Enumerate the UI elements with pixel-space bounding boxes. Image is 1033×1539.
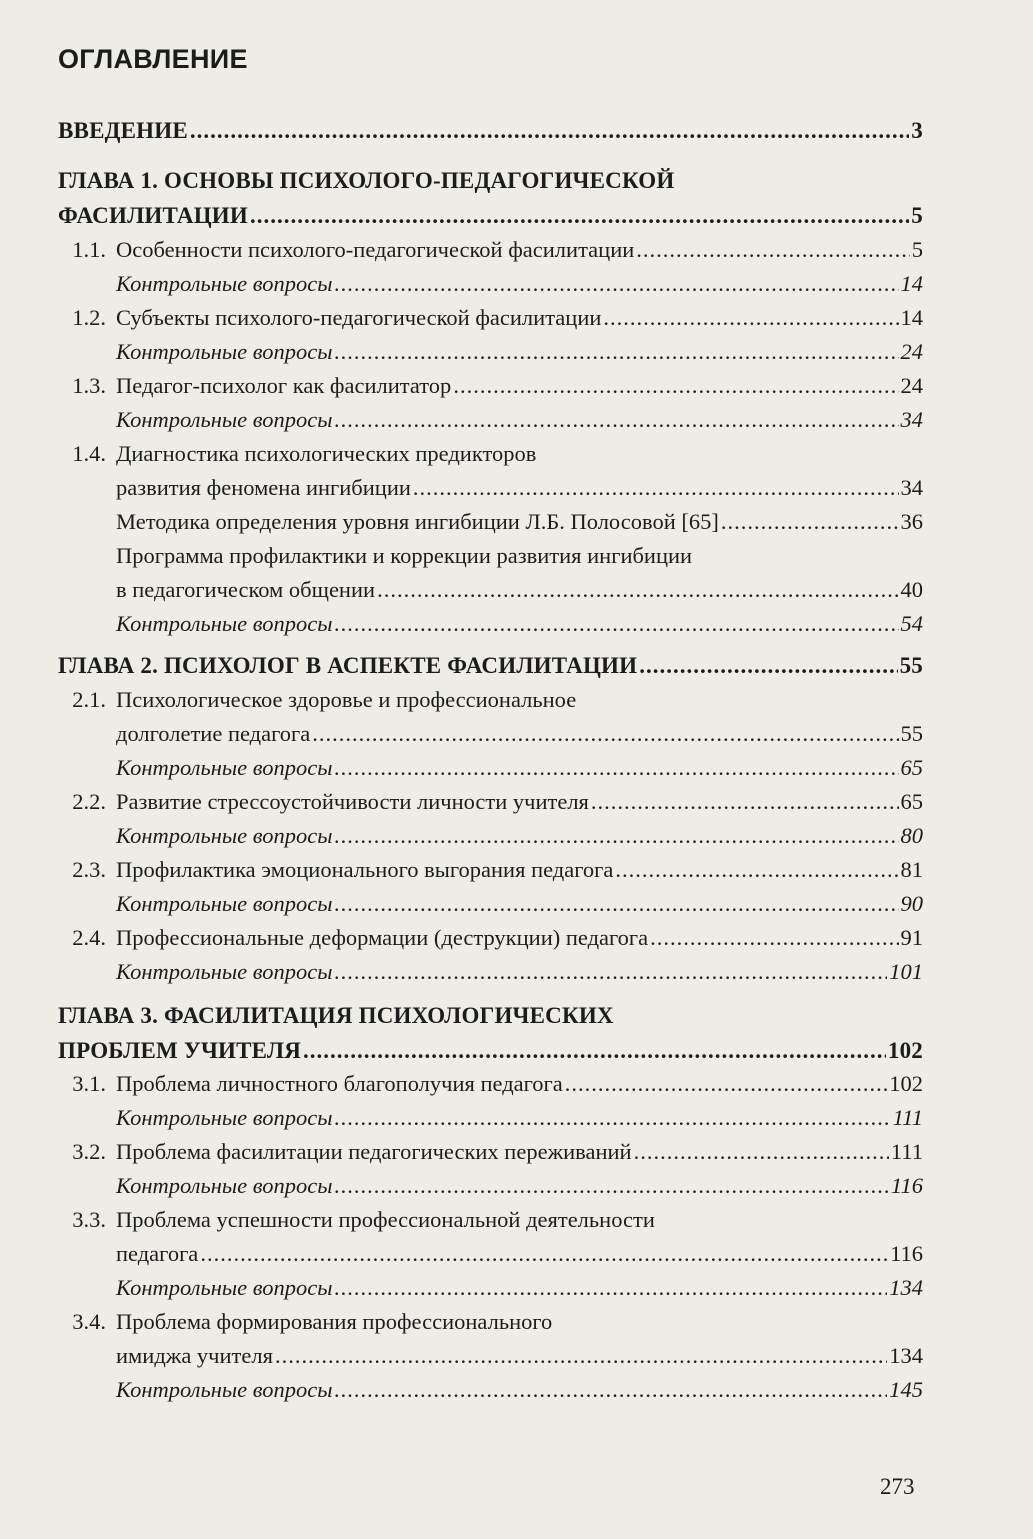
toc-entry [116,717,923,751]
toc-entry [58,649,923,683]
toc-entry [72,1305,923,1339]
toc-entry-title: Диагностика психологических предикторов [116,441,537,466]
dot-leader [721,505,899,539]
toc-entry-page: 116 [890,1173,923,1198]
dot-leader [334,819,898,853]
toc-entry-number: 3.4. [72,1309,106,1334]
toc-entry-title: Профилактика эмоционального выгорания педагога [116,857,614,882]
toc-entry [116,1169,923,1203]
toc-entry-page: 102 [887,1038,923,1063]
toc-entry [72,683,923,717]
dot-leader [453,369,898,403]
toc-entry-title: Методика определения уровня ингибиции Л.Б. Полосовой [65] [116,509,719,534]
toc-entry-page: 3 [911,118,923,143]
toc-entry [116,505,923,539]
toc-entry-number: 2.2. [72,789,106,814]
toc-entry-number: 1.2. [72,305,106,330]
toc-heading: ОГЛАВЛЕНИЕ [58,44,248,74]
toc-entry-title: Проблема формирования профессионального [116,1309,553,1334]
toc-entry [116,1339,923,1373]
toc-entry-page: 102 [889,1071,923,1096]
toc-entry-number: 2.3. [72,857,106,882]
toc-entry [116,1271,923,1305]
toc-entry-title: Контрольные вопросы [116,1275,333,1300]
toc-entry-title: ГЛАВА 2. ПСИХОЛОГ В АСПЕКТЕ ФАСИЛИТАЦИИ [58,653,638,678]
toc-entry-title: имиджа учителя [116,1343,273,1368]
toc-entry-number: 3.2. [72,1139,106,1164]
dot-leader [334,751,898,785]
toc-entry-page: 14 [900,271,923,296]
toc-entry-page: 91 [900,925,923,950]
toc-entry-title: Контрольные вопросы [116,1377,333,1402]
toc-entry-title: Контрольные вопросы [116,755,333,780]
toc-entry [116,751,923,785]
dot-leader [650,921,898,955]
dot-leader [334,607,898,641]
toc-entry [58,199,923,233]
toc-entry-title: развития феномена ингибиции [116,475,411,500]
toc-entry [116,573,923,607]
dot-leader [334,335,898,369]
toc-entry-number: 2.1. [72,687,106,712]
toc-entry-title: Особенности психолого-педагогической фасилитации [116,237,635,262]
dot-leader [334,267,898,301]
toc-entry-title: Профессиональные деформации (деструкции) педагога [116,925,649,950]
toc-entry-page: 134 [889,1275,923,1300]
toc-entry-page: 54 [900,611,923,636]
toc-entry-title: ПРОБЛЕМ УЧИТЕЛЯ [58,1038,302,1063]
toc-entry-title: Контрольные вопросы [116,407,333,432]
toc-entry [72,1203,923,1237]
toc-entry-title: Проблема личностного благополучия педагога [116,1071,563,1096]
toc-entry-number: 3.3. [72,1207,106,1232]
toc-entry-page: 5 [911,203,923,228]
toc-entry-page: 24 [900,373,923,398]
dot-leader [615,853,898,887]
toc-entry-page: 36 [900,509,923,534]
toc-entry-title: ФАСИЛИТАЦИИ [58,203,248,228]
toc-entry-page: 145 [889,1377,923,1402]
dot-leader [334,1373,887,1407]
toc-entry [58,114,923,148]
toc-entry-page: 65 [900,789,923,814]
toc-entry [72,369,923,403]
toc-entry-title: в педагогическом общении [116,577,376,602]
toc-entry [58,164,923,198]
toc-entry-number: 1.1. [72,237,106,262]
dot-leader [334,403,898,437]
toc-entry [116,1373,923,1407]
toc-entry [116,607,923,641]
toc-entry-title: Субъекты психолого-педагогической фасилитации [116,305,602,330]
toc-entry-title: Контрольные вопросы [116,1173,333,1198]
dot-leader [591,785,899,819]
toc-entry-title: Контрольные вопросы [116,611,333,636]
toc-entry-page: 80 [900,823,923,848]
toc-entry [116,819,923,853]
toc-entry [116,403,923,437]
toc-entry-title: Проблема фасилитации педагогических переживаний [116,1139,632,1164]
dot-leader [334,955,887,989]
toc-entry [116,1237,923,1271]
dot-leader [312,717,898,751]
dot-leader [603,301,898,335]
toc-entry-page: 134 [889,1343,923,1368]
toc-entry-title: Проблема успешности профессиональной деятельности [116,1207,655,1232]
toc-entry-page: 55 [900,721,923,746]
toc-entry-title: Контрольные вопросы [116,1105,333,1130]
toc-entry [116,955,923,989]
dot-leader [334,1169,888,1203]
toc-entry [72,301,923,335]
dot-leader [200,1237,888,1271]
dot-leader [303,1034,886,1068]
dot-leader [250,199,909,233]
toc-entry-page: 14 [900,305,923,330]
toc-entry-page: 81 [900,857,923,882]
toc-entry-title: ГЛАВА 1. ОСНОВЫ ПСИХОЛОГО-ПЕДАГОГИЧЕСКОЙ [58,168,675,193]
toc-entry [72,853,923,887]
dot-leader [334,1101,890,1135]
toc-entry [58,1034,923,1068]
toc-entry-title: Программа профилактики и коррекции развития ингибиции [116,543,693,568]
dot-leader [334,887,898,921]
toc-entry [116,1101,923,1135]
toc-entry [116,267,923,301]
toc-entry-page: 111 [892,1105,923,1130]
toc-entry-page: 34 [900,407,923,432]
toc-entry-title: Педагог-психолог как фасилитатор [116,373,452,398]
toc-entry-page: 101 [889,959,923,984]
toc-entry [72,1067,923,1101]
toc-entry [72,785,923,819]
toc-entry-page: 65 [900,755,923,780]
toc-entry [72,437,923,471]
toc-entry-title: Развитие стрессоустойчивости личности учителя [116,789,589,814]
toc-entry [116,335,923,369]
dot-leader [275,1339,887,1373]
toc-entry-title: долголетие педагога [116,721,311,746]
toc-entry-page: 34 [900,475,923,500]
toc-entry-title: Контрольные вопросы [116,891,333,916]
toc-entry-title: ВВЕДЕНИЕ [58,118,188,143]
toc-entry-title: Психологическое здоровье и профессиональное [116,687,577,712]
dot-leader [634,1135,889,1169]
toc-entry-number: 1.4. [72,441,106,466]
toc-entry-page: 90 [900,891,923,916]
toc-entry-page: 40 [900,577,923,602]
toc-entry-title: Контрольные вопросы [116,271,333,296]
dot-leader [190,114,909,148]
dot-leader [639,649,897,683]
toc-entry-title: Контрольные вопросы [116,823,333,848]
toc-entry-title: Контрольные вопросы [116,959,333,984]
dot-leader [636,233,909,267]
toc-entry [72,1135,923,1169]
toc-entry [116,887,923,921]
page-number: 273 [880,1474,915,1499]
toc-entry-page: 111 [890,1139,923,1164]
toc-entry [72,233,923,267]
toc-entry-title: педагога [116,1241,199,1266]
toc-entry-number: 1.3. [72,373,106,398]
toc-entry-title: Контрольные вопросы [116,339,333,364]
dot-leader [334,1271,887,1305]
toc-entry [116,471,923,505]
toc-entry [72,921,923,955]
toc-entry-page: 24 [900,339,923,364]
toc-entry-number: 3.1. [72,1071,106,1096]
toc-entry-number: 2.4. [72,925,106,950]
toc-entry-page: 116 [890,1241,923,1266]
toc-entry [116,539,923,573]
dot-leader [377,573,898,607]
dot-leader [413,471,899,505]
toc-entry-title: ГЛАВА 3. ФАСИЛИТАЦИЯ ПСИХОЛОГИЧЕСКИХ [58,1003,614,1028]
toc-entry-page: 55 [899,653,923,678]
toc-entry [58,999,923,1033]
dot-leader [565,1067,887,1101]
toc-entry-page: 5 [911,237,923,262]
